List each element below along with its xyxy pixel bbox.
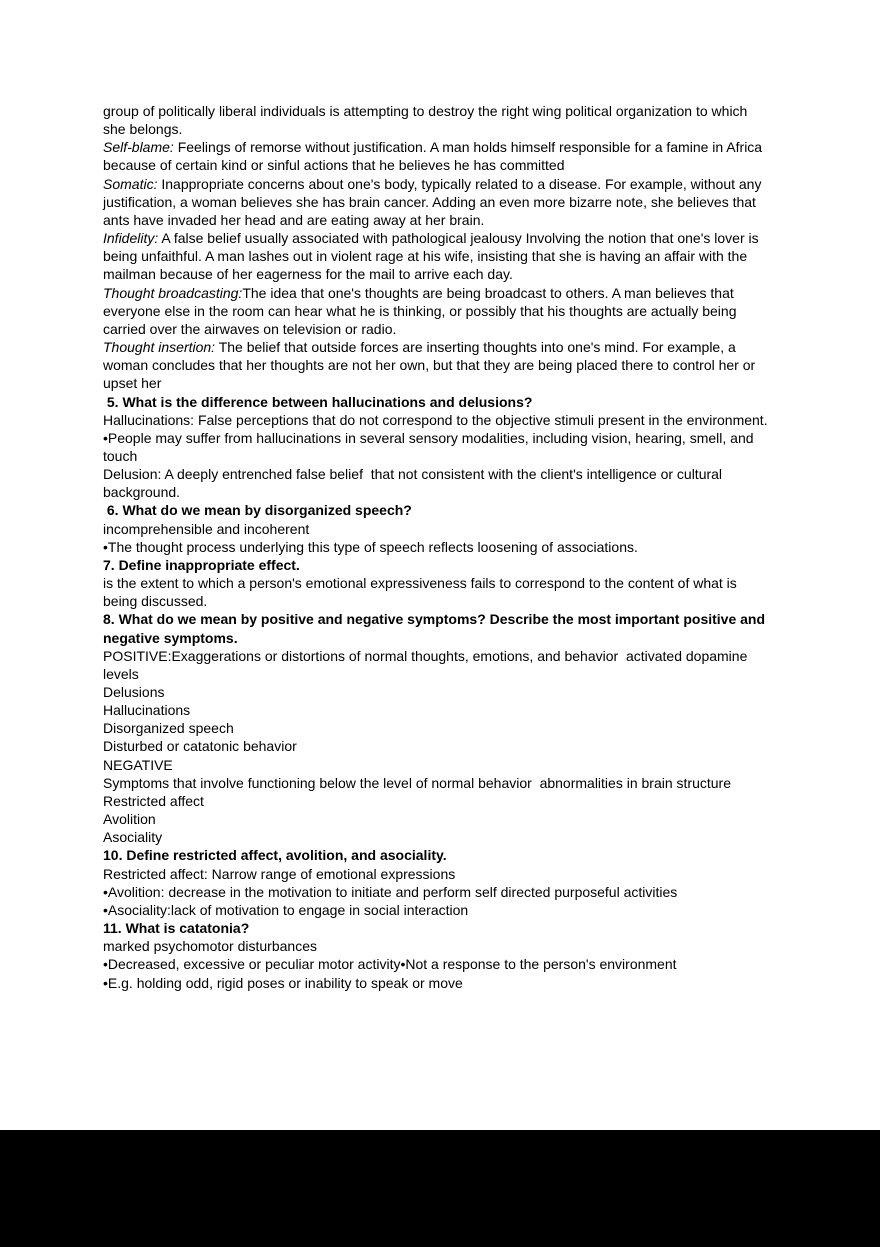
- text-run: Disturbed or catatonic behavior: [103, 738, 297, 755]
- text-run: incomprehensible and incoherent: [103, 520, 310, 537]
- text-run: Restricted affect: Narrow range of emotional expressions: [103, 865, 456, 882]
- heading-text: 8. What do we mean by positive and negative symptoms? Describe the most important positive and negative symptoms.: [103, 611, 769, 646]
- text-run: Avolition: [103, 811, 156, 828]
- text-run: •Avolition: decrease in the motivation to initiate and perform self directed purposeful activities: [103, 883, 678, 900]
- text-run: POSITIVE:Exaggerations or distortions of normal thoughts, emotions, and behavior activated dopamine levels: [103, 647, 752, 682]
- paragraph: [103, 756, 772, 774]
- text-run: The belief that outside forces are inserting thoughts into one's mind. For example, a woman concludes that her thoughts are not her own, but that they are being placed there to control her or upset her: [103, 339, 760, 392]
- text-run: Symptoms that involve functioning below the level of normal behavior abnormalities in brain structure: [103, 774, 731, 791]
- heading-text: 6. What do we mean by disorganized speech?: [103, 502, 412, 519]
- paragraph: [103, 719, 772, 737]
- text-run: NEGATIVE: [103, 756, 173, 773]
- text-run: •Decreased, excessive or peculiar motor activity•Not a response to the person's environment: [103, 956, 677, 973]
- question-heading: [103, 919, 772, 937]
- text-run: Disorganized speech: [103, 720, 234, 737]
- text-run: Delusions: [103, 684, 165, 700]
- heading-text: 5. What is the difference between hallucinations and delusions?: [103, 393, 533, 410]
- text-run: •E.g. holding odd, rigid poses or inability to speak or move: [103, 974, 463, 991]
- paragraph: [103, 828, 772, 846]
- paragraph: [103, 774, 772, 792]
- question-heading: [103, 556, 772, 574]
- question-heading: [103, 393, 772, 411]
- text-run: Asociality: [103, 829, 163, 846]
- text-run: •People may suffer from hallucinations in several sensory modalities, including vision, hearing, smell, and touch: [103, 429, 758, 464]
- paragraph: [103, 865, 772, 883]
- text-run: •The thought process underlying this type of speech reflects loosening of associations.: [103, 538, 638, 555]
- text-run: Hallucinations: [103, 702, 191, 719]
- paragraph: [103, 465, 772, 501]
- paragraph: [103, 901, 772, 919]
- term-label: Self-blame:: [103, 139, 174, 156]
- paragraph: [103, 229, 772, 283]
- paragraph: [103, 701, 772, 719]
- term-label: Thought broadcasting:: [103, 284, 243, 301]
- text-run: The idea that one's thoughts are being broadcast to others. A man believes that everyone else in the room can hear what he is thinking, or possibly that his thoughts are actually being carried over the airwaves on television or radio.: [103, 284, 741, 337]
- text-run: A false belief usually associated with pathological jealousy Involving the notion that one's lover is being unfaithful. A man lashes out in violent rage at his wife, insisting that she is having an affair with the mailman because of her eagerness for the mail to arrive each day.: [103, 230, 763, 283]
- text-run: Hallucinations: False perceptions that do not correspond to the objective stimuli present in the environment.: [103, 411, 768, 428]
- paragraph: [103, 538, 772, 556]
- paragraph: [103, 138, 772, 174]
- term-label: Thought insertion:: [103, 339, 216, 356]
- paragraph: [103, 974, 772, 992]
- paragraph: [103, 429, 772, 465]
- bottom-bar: [0, 1130, 880, 1247]
- paragraph: [103, 883, 772, 901]
- paragraph: [103, 338, 772, 392]
- paragraph: [103, 792, 772, 810]
- paragraph: [103, 647, 772, 683]
- text-run: group of politically liberal individuals is attempting to destroy the right wing political organization to which she belongs.: [103, 103, 752, 138]
- question-heading: [103, 610, 772, 646]
- heading-text: 7. Define inappropriate effect.: [103, 556, 300, 573]
- paragraph: [103, 102, 772, 138]
- text-run: is the extent to which a person's emotional expressiveness fails to correspond to the content of what is being discussed.: [103, 575, 741, 610]
- text-run: Restricted affect: [103, 792, 204, 809]
- paragraph: [103, 411, 772, 429]
- paragraph: [103, 284, 772, 338]
- paragraph: [103, 955, 772, 973]
- term-label: Somatic:: [103, 175, 158, 192]
- question-heading: [103, 501, 772, 519]
- heading-text: 11. What is catatonia?: [103, 920, 250, 937]
- question-heading: [103, 846, 772, 864]
- text-run: Feelings of remorse without justification. A man holds himself responsible for a famine in Africa because of certain kind or sinful actions that he believes he has committed: [103, 139, 766, 174]
- paragraph: [103, 574, 772, 610]
- paragraph: [103, 737, 772, 755]
- text-run: •Asociality:lack of motivation to engage in social interaction: [103, 901, 469, 918]
- paragraph: [103, 175, 772, 229]
- term-label: Infidelity:: [103, 230, 159, 247]
- paragraph: [103, 520, 772, 538]
- paragraph: [103, 937, 772, 955]
- paragraph: [103, 810, 772, 828]
- paragraph: [103, 683, 772, 701]
- text-run: marked psychomotor disturbances: [103, 938, 317, 955]
- text-run: Inappropriate concerns about one's body, typically related to a disease. For example, without any justification, a woman believes she has brain cancer. Adding an even more bizarre note, she believes that ants have invaded her head and are eating away at her brain.: [103, 175, 766, 228]
- heading-text: 10. Define restricted affect, avolition, and asociality.: [103, 847, 447, 864]
- text-run: Delusion: A deeply entrenched false belief that not consistent with the client's intelligence or cultural background.: [103, 466, 726, 501]
